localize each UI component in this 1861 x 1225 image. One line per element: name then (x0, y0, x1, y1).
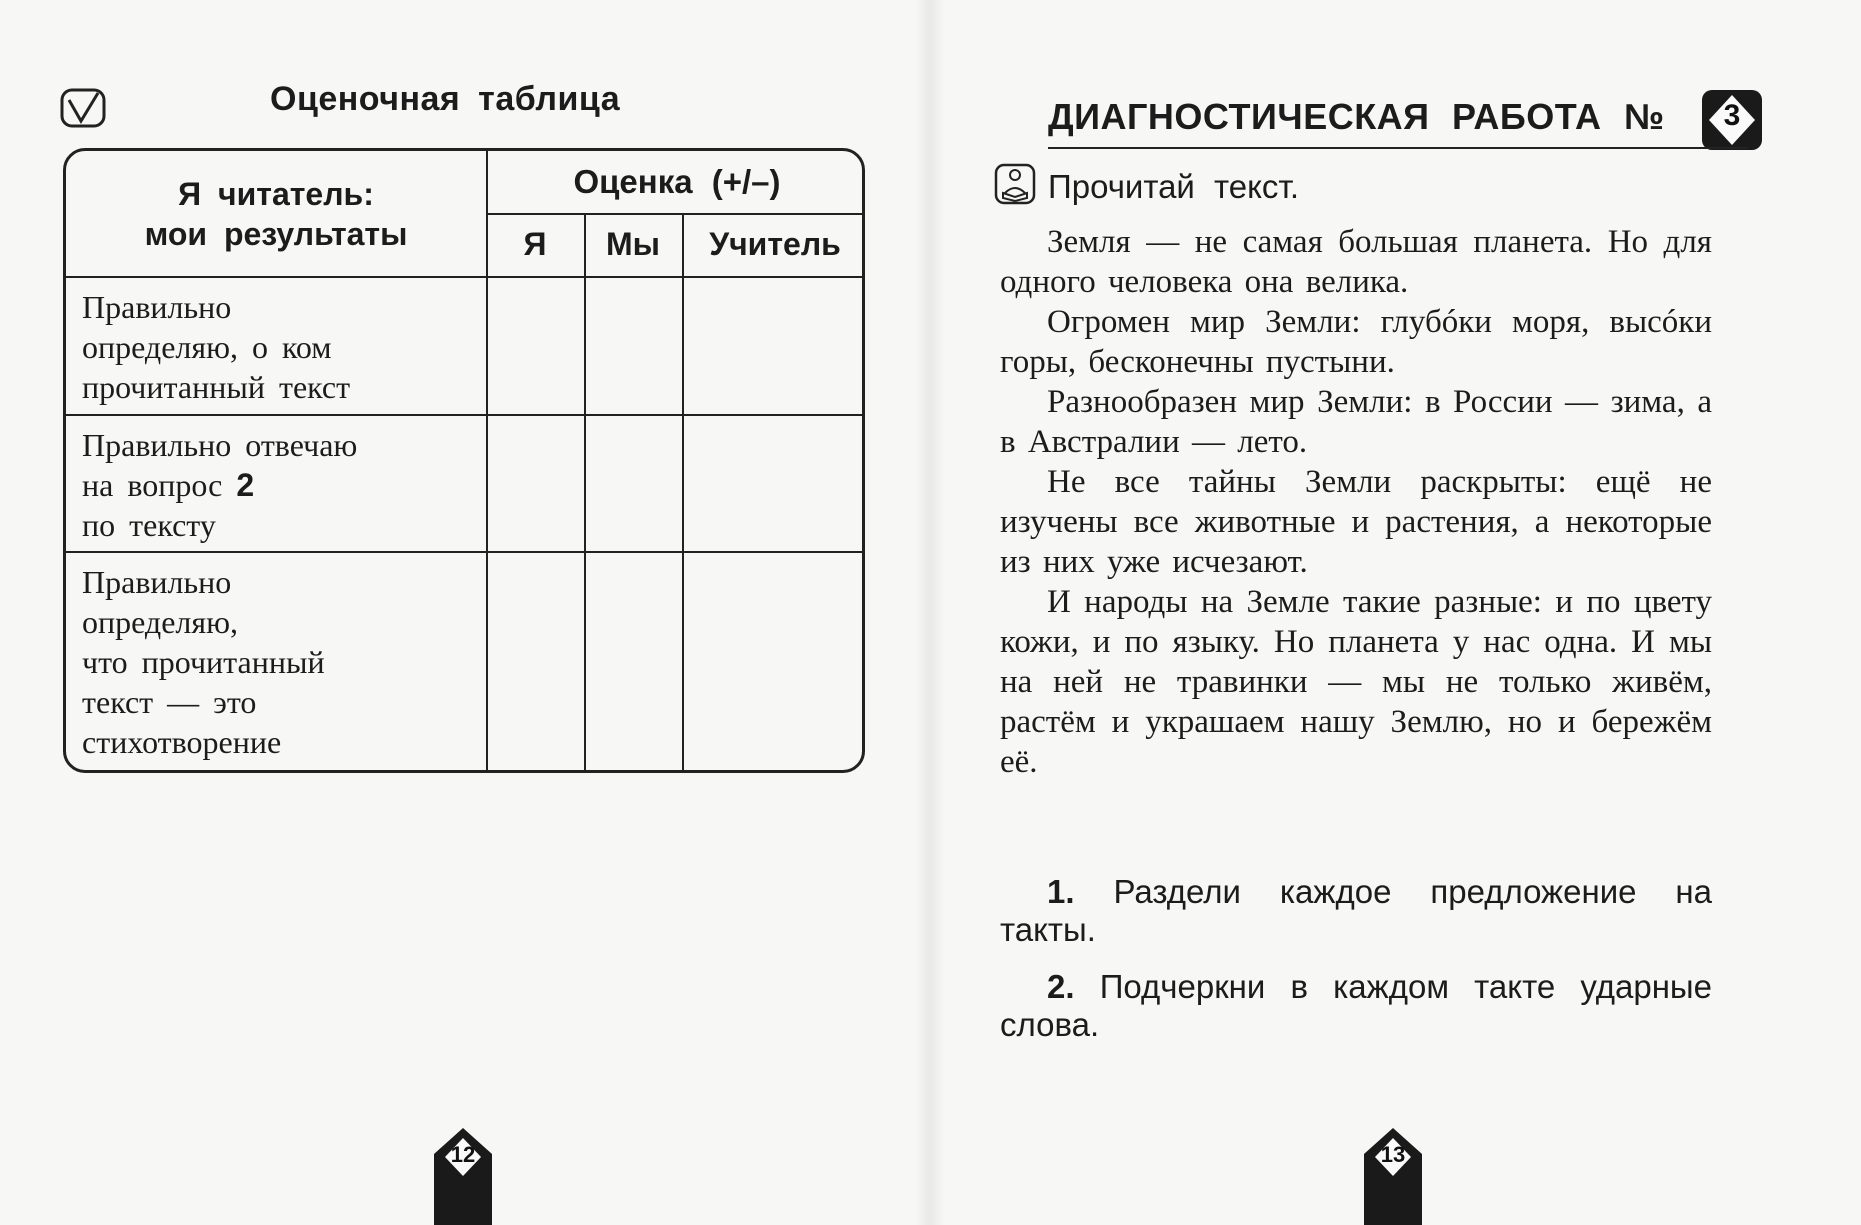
table-row-label: Правильно определяю, что прочитанный текст — это стихотворение (82, 564, 325, 760)
page-number-badge: 13 (1364, 1128, 1422, 1213)
table-header-reader-results: Я читатель: мои результаты (144, 175, 408, 252)
paragraph: Огромен мир Земли: глубóки моря, высóки горы, бесконечны пустыни. (1000, 304, 1712, 380)
paragraph: Земля — не самая большая планета. Но для одного человека она велика. (1000, 224, 1712, 300)
diagnostic-work-title: ДИАГНОСТИЧЕСКАЯ РАБОТА № (1048, 96, 1665, 137)
reading-text (1000, 222, 1712, 782)
left-page (0, 0, 930, 1225)
paragraph: Разнообразен мир Земли: в России — зима, а в Австралии — лето. (1000, 384, 1712, 460)
evaluation-table (63, 148, 865, 773)
table-header-grade: Оценка (+/–) (573, 163, 781, 200)
paragraph: Не все тайны Земли раскрыты: ещё не изучены все животные и растения, а некоторые из них уже исчезают. (1000, 464, 1712, 580)
reading-instruction: Прочитай текст. (1048, 168, 1300, 205)
task-item: 1. Раздели каждое предложение на такты. (1000, 873, 1712, 948)
paragraph: И народы на Земле такие разные: и по цвету кожи, и по языку. Но планета у нас одна. И мы на ней не травинки — мы не только живём, растём и украшаем нашу Землю, но и бережём её. (1000, 584, 1712, 780)
subheader-me: Я (523, 226, 547, 262)
table-row-label: Правильно определяю, о ком прочитанный текст (82, 289, 351, 405)
title-underline (1048, 147, 1748, 149)
right-page (930, 0, 1861, 1225)
task-list (1000, 873, 1712, 1063)
table-row-label: Правильно отвечаю на вопрос 2 по тексту (82, 427, 358, 543)
subheader-teacher: Учитель (709, 226, 841, 262)
subheader-we: Мы (606, 226, 660, 262)
evaluation-table-title: Оценочная таблица (270, 80, 621, 118)
checkmark-box-icon (60, 88, 106, 128)
page-number-badge: 12 (434, 1128, 492, 1213)
work-number-badge: 3 (1702, 90, 1762, 150)
reader-icon (994, 163, 1036, 205)
task-item: 2. Подчеркни в каждом такте ударные слова. (1000, 968, 1712, 1043)
